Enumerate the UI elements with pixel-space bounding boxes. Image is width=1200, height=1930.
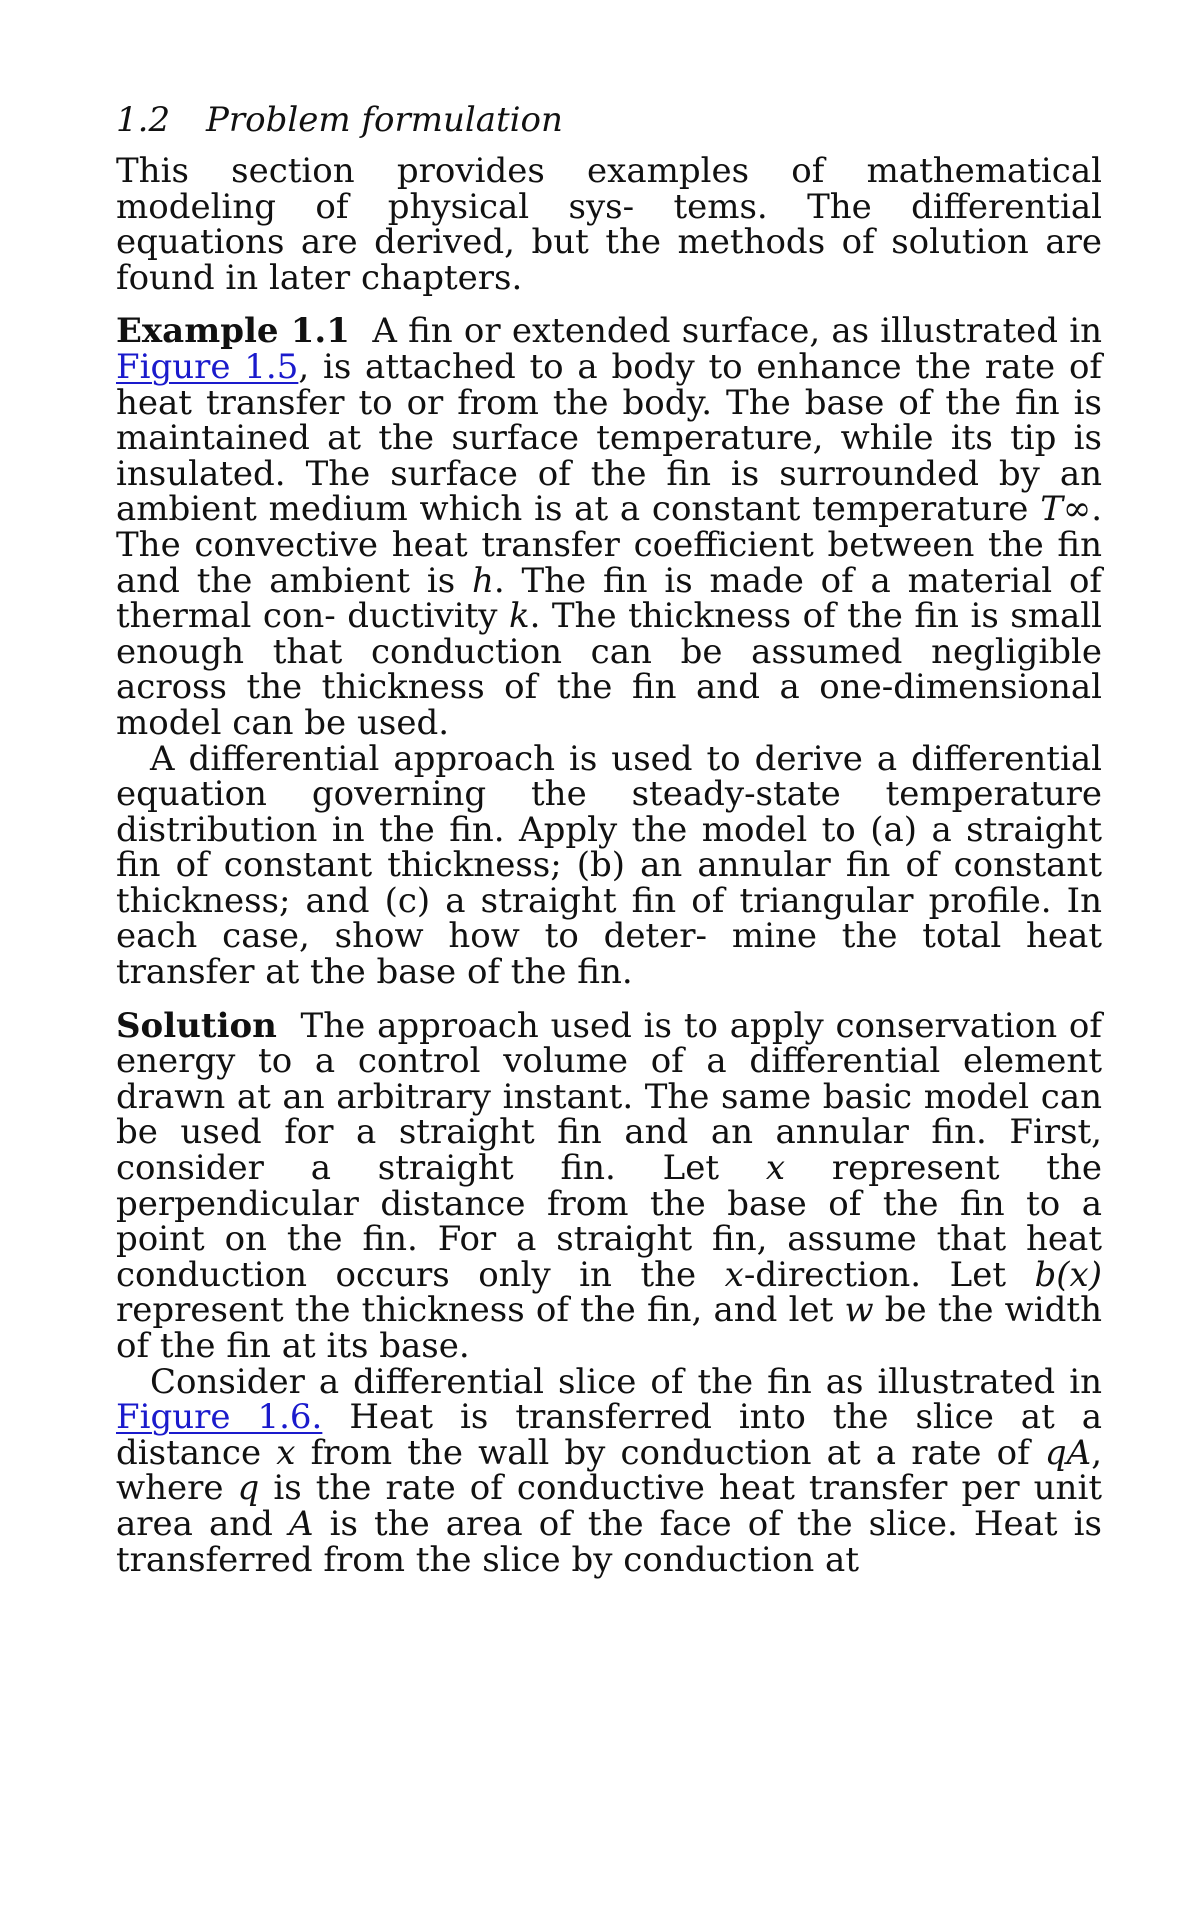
text-span: Consider a differential slice of the fin as illustrated in [150, 1361, 1102, 1402]
math-t-infinity: T∞ [1040, 489, 1092, 530]
text-span: is the area of the face of the slice. Heat is transferred from the slice by conduction at [116, 1503, 1102, 1580]
solution-label: Solution [116, 1005, 277, 1046]
example-paragraph-2: A differential approach is used to derive a differential equation governing the steady-state temperature distribution in the fin. Apply the model to (a) a straight fin of constant thickness; (b) an annular fin of constant thickness; and (c) a straight fin of triangular profile. In each case, show how to deter- mine the total heat transfer at the base of the fin. [116, 738, 1102, 993]
text-span: . The convective heat transfer coefficient between the fin and the ambient is [116, 489, 1102, 601]
math-k: k [508, 596, 530, 637]
text-span: Heat is transferred into the slice at a distance [116, 1397, 1102, 1473]
text-span: A fin or extended surface, as illustrated in [372, 311, 1102, 352]
text-span: from the wall by conduction at a rate of [295, 1432, 1045, 1473]
example-paragraph-1 [116, 311, 1103, 743]
math-A: A [289, 1503, 314, 1544]
text-span: represent the thickness of the fin, and let [116, 1290, 845, 1331]
section-number: 1.2 [116, 100, 171, 140]
solution-paragraph-1 [116, 1005, 1102, 1366]
section-heading [116, 100, 1102, 140]
section-title: Problem formulation [206, 100, 563, 140]
example-label: Example 1.1 [116, 311, 350, 352]
text-span: , is attached to a body to enhance the rate of heat transfer to or from the body. The base of the fin is maintained at the surface temperature, while its tip is insulated. The surface of the fin is surrounded by an ambient medium which is at a constant temperature [116, 346, 1102, 530]
text-span: . The thickness of the fin is small enough that conduction can be assumed negligible across the thickness of the fin and a one-dimensional model can be used. [116, 596, 1102, 743]
math-x: x [724, 1254, 744, 1295]
text-span: , where [116, 1432, 1102, 1509]
math-q: q [237, 1468, 260, 1509]
figure-1-5-link[interactable]: Figure 1.5 [116, 346, 299, 387]
math-qA: qA [1044, 1432, 1092, 1473]
text-span: is the rate of conductive heat transfer per unit area and [116, 1468, 1102, 1544]
text-span: -direction. Let [743, 1254, 1035, 1295]
math-b-of-x: b(x) [1034, 1254, 1102, 1295]
document-page [116, 100, 1102, 1578]
intro-paragraph: This section provides examples of mathematical modeling of physical sys- tems. The differential equations are derived, but the methods of solution are found in later chapters. [116, 151, 1102, 298]
math-x: x [765, 1148, 786, 1189]
text-span: The approach used is to apply conservation of energy to a control volume of a differential element drawn at an arbitrary instant. The same basic model can be used for a straight fin and an annular fin. First, consider a straight fin. Let [116, 1005, 1102, 1189]
figure-1-6-link[interactable]: Figure 1.6. [116, 1397, 323, 1438]
text-span: represent the perpendicular distance from the base of the fin to a point on the fin. For a straight fin, assume that heat conduction occurs only in the [116, 1148, 1102, 1295]
text-span: be the width of the fin at its base. [116, 1290, 1102, 1366]
text-span: . The fin is made of a material of thermal con- ductivity [116, 560, 1103, 637]
math-x: x [276, 1432, 296, 1473]
math-h: h [471, 560, 494, 601]
solution-paragraph-2 [116, 1361, 1102, 1580]
math-w: w [844, 1290, 874, 1331]
